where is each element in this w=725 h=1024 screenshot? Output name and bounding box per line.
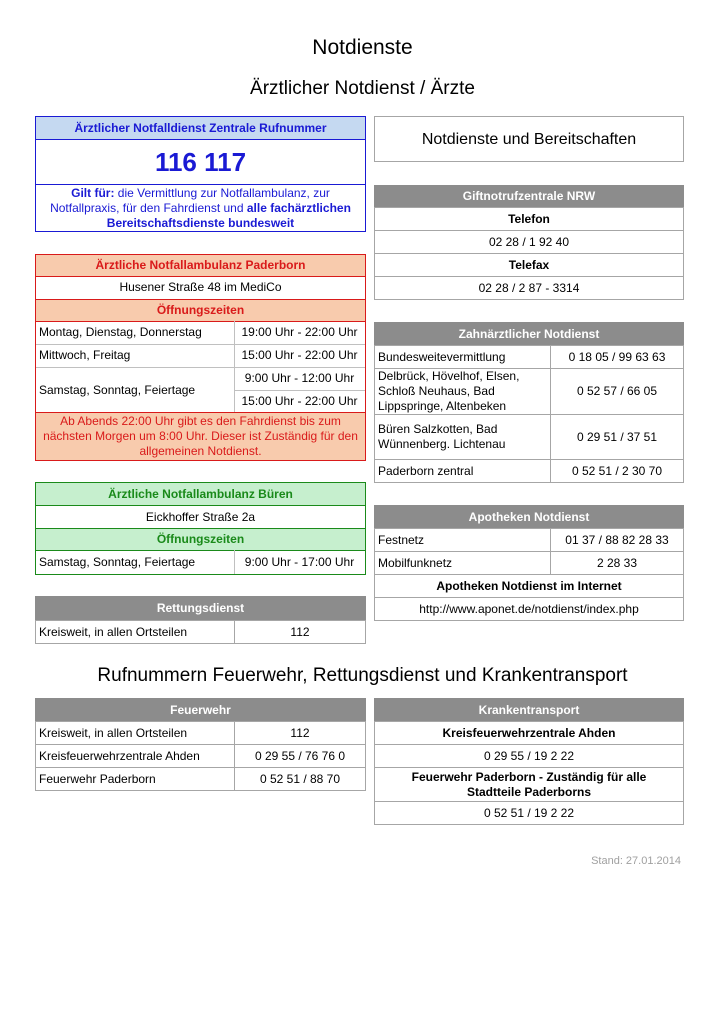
zentrale-note: [35, 184, 366, 232]
paderborn-row-day: Montag, Dienstag, Donnerstag: [35, 321, 235, 345]
feuerwehr-row-label: Kreisfeuerwehrzentrale Ahden: [35, 744, 235, 768]
paderborn-row-day: Samstag, Sonntag, Feiertage: [35, 367, 235, 413]
apotheken-row-label: Festnetz: [374, 528, 551, 552]
apotheken-row-number: 2 28 33: [550, 551, 684, 575]
apotheken-url-link[interactable]: http://www.aponet.de/notdienst/index.php: [374, 597, 684, 621]
feuerwehr-row-label: Feuerwehr Paderborn: [35, 767, 235, 791]
zahn-row-label: Delbrück, Hövelhof, Elsen, Schloß Neuhaus, Bad Lippspringe, Altenbeken: [374, 368, 551, 415]
feuerwehr-row-label: Kreisweit, in allen Ortsteilen: [35, 721, 235, 745]
kranken-pb-label: Feuerwehr Paderborn - Zuständig für alle Stadtteile Paderborns: [374, 767, 684, 802]
apotheken-header: Apotheken Notdienst: [374, 505, 684, 529]
kranken-ahden-label: Kreisfeuerwehrzentrale Ahden: [374, 721, 684, 745]
paderborn-row-time: 15:00 Uhr - 22:00 Uhr: [234, 344, 366, 368]
zahn-row-number: 0 18 05 / 99 63 63: [550, 345, 684, 369]
bueren-hours-header: Öffnungszeiten: [35, 528, 366, 551]
apotheken-row-label: Mobilfunknetz: [374, 551, 551, 575]
zahn-row-number: 0 52 57 / 66 05: [550, 368, 684, 415]
apotheken-internet-label: Apotheken Notdienst im Internet: [374, 574, 684, 598]
zahn-row-number: 0 52 51 / 2 30 70: [550, 459, 684, 483]
zentrale-number: 116 117: [35, 139, 366, 185]
paderborn-header: Ärztliche Notfallambulanz Paderborn: [35, 254, 366, 277]
stand-date: Stand: 27.01.2014: [591, 855, 681, 867]
zentrale-note-bold: alle fachärztlichen Bereitschaftsdienste bundesweit: [106, 200, 351, 230]
bueren-day: Samstag, Sonntag, Feiertage: [35, 550, 235, 575]
bueren-header: Ärztliche Notfallambulanz Büren: [35, 482, 366, 506]
gift-fax-label: Telefax: [374, 253, 684, 277]
gift-header: Giftnotrufzentrale NRW: [374, 185, 684, 208]
zahn-row-label: Paderborn zentral: [374, 459, 551, 483]
feuerwehr-header: Feuerwehr: [35, 698, 366, 722]
kranken-header: Krankentransport: [374, 698, 684, 722]
bueren-time: 9:00 Uhr - 17:00 Uhr: [234, 550, 366, 575]
rettung-header: Rettungsdienst: [35, 596, 366, 620]
paderborn-hours-header: Öffnungszeiten: [35, 299, 366, 322]
apotheken-row-number: 01 37 / 88 82 28 33: [550, 528, 684, 552]
kranken-pb-number: 0 52 51 / 19 2 22: [374, 801, 684, 825]
paderborn-row-time: 19:00 Uhr - 22:00 Uhr: [234, 321, 366, 345]
zahn-header: Zahnärztlicher Notdienst: [374, 322, 684, 346]
paderborn-row-time: 9:00 Uhr - 12:00 Uhr: [234, 367, 366, 391]
gift-tel: 02 28 / 1 92 40: [374, 230, 684, 254]
kranken-ahden-number: 0 29 55 / 19 2 22: [374, 744, 684, 768]
zahn-row-number: 0 29 51 / 37 51: [550, 414, 684, 460]
rettung-number: 112: [234, 620, 366, 644]
zahn-row-label: Büren Salzkotten, Bad Wünnenberg. Lichtenau: [374, 414, 551, 460]
feuerwehr-row-number: 0 52 51 / 88 70: [234, 767, 366, 791]
rettung-label: Kreisweit, in allen Ortsteilen: [35, 620, 235, 644]
section2-title: Rufnummern Feuerwehr, Rettungsdienst und Krankentransport: [97, 665, 628, 686]
zentrale-note-label: Gilt für:: [71, 185, 115, 200]
gift-fax: 02 28 / 2 87 - 3314: [374, 276, 684, 300]
paderborn-row-time: 15:00 Uhr - 22:00 Uhr: [234, 390, 366, 413]
zentrale-note-text: die Vermittlung zur Notfallambulanz, zur Notfallpraxis, für den Fahrdienst und: [50, 185, 330, 215]
page-subtitle: Ärztlicher Notdienst / Ärzte: [250, 78, 475, 99]
paderborn-row-day: Mittwoch, Freitag: [35, 344, 235, 368]
bueren-address: Eickhoffer Straße 2a: [35, 505, 366, 529]
bereitschaften-title: Notdienste und Bereitschaften: [374, 116, 684, 162]
zentrale-header: Ärztlicher Notfalldienst Zentrale Rufnummer: [35, 116, 366, 140]
gift-tel-label: Telefon: [374, 207, 684, 231]
feuerwehr-row-number: 0 29 55 / 76 76 0: [234, 744, 366, 768]
zahn-row-label: Bundesweitevermittlung: [374, 345, 551, 369]
paderborn-note: Ab Abends 22:00 Uhr gibt es den Fahrdienst bis zum nächsten Morgen um 8:00 Uhr. Dieser ist Zuständig für den allgemeinen Notdienst.: [35, 412, 366, 461]
paderborn-address: Husener Straße 48 im MediCo: [35, 276, 366, 299]
feuerwehr-row-number: 112: [234, 721, 366, 745]
page-title: Notdienste: [312, 36, 413, 59]
